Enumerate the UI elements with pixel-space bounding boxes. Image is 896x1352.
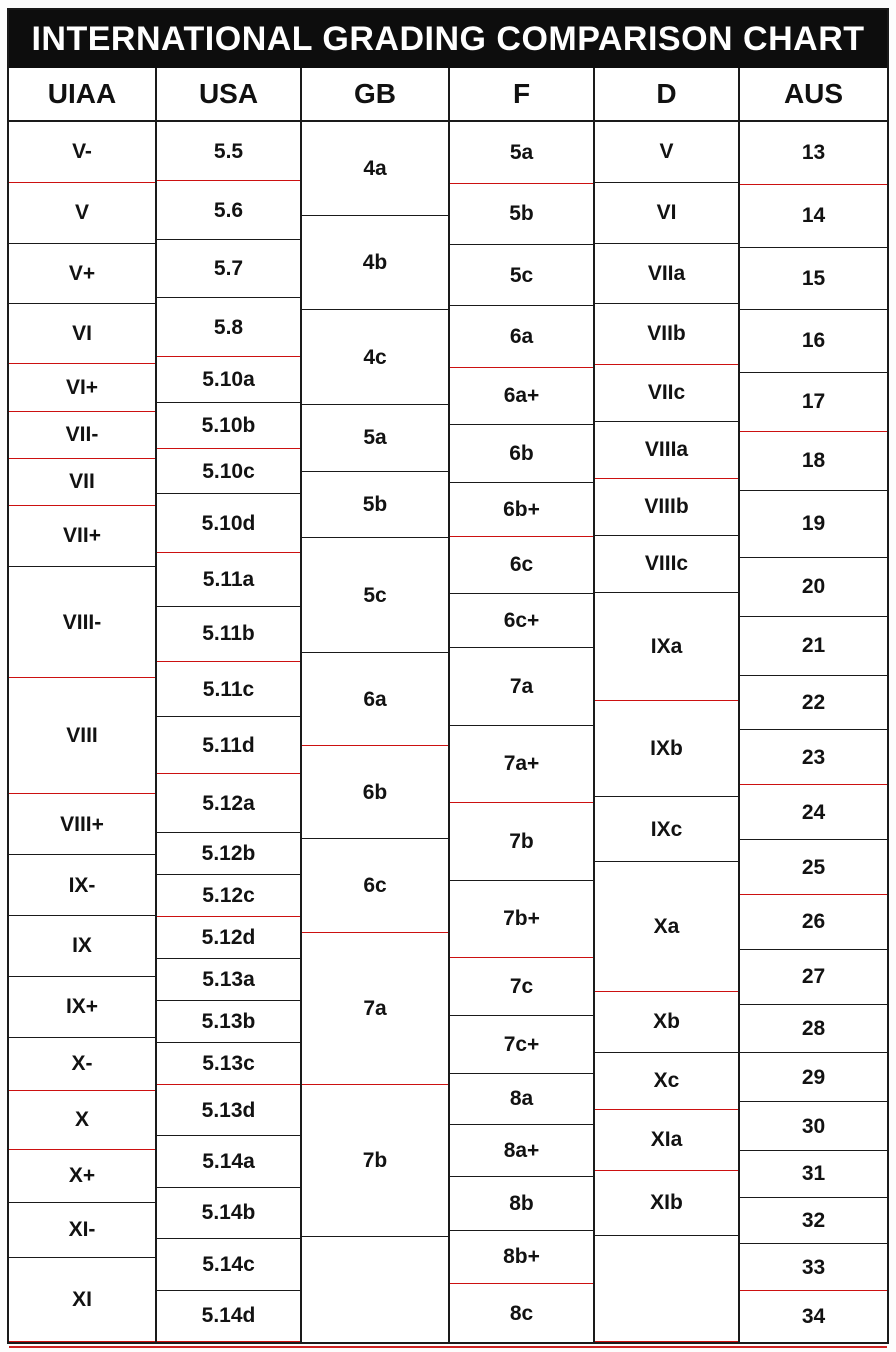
grade-cell <box>595 992 738 1053</box>
grade-cell <box>595 701 738 797</box>
grade-cell <box>450 245 593 306</box>
grade-label: 24 <box>801 800 826 824</box>
grade-cell <box>157 717 300 774</box>
grade-cell <box>450 1284 593 1342</box>
grade-label: VIIIa <box>644 438 689 462</box>
grade-cell <box>595 1171 738 1236</box>
grade-label: 5.11c <box>202 677 255 701</box>
grade-label: 5.13a <box>202 968 255 992</box>
grade-cell <box>157 298 300 357</box>
column-header: AUS <box>740 68 887 122</box>
grade-cell <box>9 1258 155 1342</box>
grade-cell <box>595 593 738 701</box>
grade-cell <box>157 959 300 1001</box>
grade-label: 6a+ <box>503 384 540 408</box>
grade-cell <box>157 1085 300 1136</box>
grade-label: 22 <box>801 691 826 715</box>
grade-cell <box>450 425 593 483</box>
grade-label: Xa <box>653 915 680 939</box>
grade-label: Xb <box>653 1010 680 1034</box>
grade-label: 8c <box>509 1301 534 1325</box>
grade-label: 4a <box>363 157 387 181</box>
grade-cell <box>740 1054 887 1103</box>
grade-cell <box>9 183 155 244</box>
grade-label: 5.14c <box>202 1252 255 1276</box>
grade-cell <box>9 506 155 567</box>
grade-cell <box>450 958 593 1016</box>
grade-cell <box>595 244 738 304</box>
grade-label: 5.8 <box>213 315 244 339</box>
grade-cell <box>157 833 300 875</box>
grade-label: VII- <box>65 423 99 447</box>
grade-label: 7c+ <box>503 1032 540 1056</box>
grade-cell <box>9 794 155 855</box>
column-header: D <box>595 68 738 122</box>
grade-label: XI- <box>68 1218 96 1242</box>
column-cells <box>302 122 448 1342</box>
grade-cell <box>9 122 155 183</box>
chart-title-bar <box>9 10 887 68</box>
grade-cell <box>9 1150 155 1203</box>
grade-label: 16 <box>801 329 826 353</box>
grade-cell <box>740 785 887 840</box>
grade-cell <box>9 459 155 506</box>
grade-label: 17 <box>801 390 826 414</box>
grade-label: 8a+ <box>503 1139 540 1163</box>
grade-label: 5.12b <box>201 842 256 866</box>
grade-cell <box>450 368 593 426</box>
grade-cell <box>157 1043 300 1085</box>
grade-label: 5.11d <box>202 733 255 757</box>
grade-label: 5.14b <box>201 1201 256 1225</box>
grade-label: 4b <box>362 251 388 275</box>
grade-cell <box>9 1091 155 1150</box>
grade-label: 8a <box>509 1087 534 1111</box>
grade-label: 7b <box>362 1148 388 1172</box>
grade-label: 6a <box>509 324 534 348</box>
grade-label: 20 <box>801 575 826 599</box>
grade-label: VIIIc <box>644 552 689 576</box>
grade-label: 5b <box>509 202 534 226</box>
grade-label: VIIb <box>647 322 686 346</box>
grade-label: 5.13b <box>201 1009 256 1033</box>
grade-label: 5.5 <box>213 139 244 163</box>
grade-cell <box>157 553 300 606</box>
grade-label: 5a <box>363 426 387 450</box>
grade-label: V+ <box>68 261 96 285</box>
grade-cell <box>450 1177 593 1231</box>
grade-cell <box>157 1001 300 1043</box>
grade-cell <box>450 803 593 881</box>
grade-label: V- <box>72 140 92 164</box>
grade-label: Xc <box>653 1069 680 1093</box>
grade-label: 6c <box>363 874 387 898</box>
grade-cell <box>450 648 593 726</box>
grade-label: 4c <box>363 345 387 369</box>
grade-label: VI <box>72 321 92 345</box>
grade-cell <box>740 310 887 373</box>
grade-cell <box>157 1136 300 1187</box>
grade-label: IX+ <box>65 995 99 1019</box>
grade-label: VII <box>69 470 95 494</box>
grade-cell <box>450 1125 593 1177</box>
column-cells <box>740 122 887 1342</box>
column-cells <box>157 122 300 1342</box>
grade-cell <box>302 933 448 1085</box>
grade-cell <box>595 1053 738 1110</box>
grade-label: XI <box>72 1287 92 1311</box>
grade-label: 7a <box>509 674 534 698</box>
grade-cell <box>450 881 593 959</box>
grade-label: 5.6 <box>213 198 244 222</box>
grade-cell <box>450 1016 593 1074</box>
grade-label: X- <box>71 1052 93 1076</box>
grade-cell <box>450 726 593 804</box>
grade-label: 5c <box>509 263 534 287</box>
grade-label: 28 <box>801 1017 826 1041</box>
chart-column-uiaa <box>9 68 157 1342</box>
grade-label: 5.13c <box>202 1051 255 1075</box>
grade-label: V <box>659 140 674 164</box>
grade-cell <box>302 1237 448 1342</box>
grade-label: 7c <box>509 975 534 999</box>
grade-label: XIa <box>650 1128 683 1152</box>
grade-label: 6c <box>509 553 534 577</box>
grade-label: IXb <box>650 737 683 761</box>
grade-label: 6c+ <box>503 609 540 633</box>
grade-label: VI <box>656 201 677 225</box>
grade-cell <box>740 950 887 1005</box>
grade-label: 5c <box>363 583 387 607</box>
grade-cell <box>595 183 738 244</box>
grade-cell <box>740 558 887 617</box>
grade-label: VII+ <box>63 524 101 548</box>
grade-cell <box>740 1005 887 1054</box>
grade-label: 34 <box>801 1305 826 1329</box>
grade-cell <box>595 862 738 992</box>
column-header: F <box>450 68 593 122</box>
grade-label: 32 <box>801 1209 826 1233</box>
grade-label: 33 <box>801 1255 826 1279</box>
grade-cell <box>157 240 300 298</box>
grade-cell <box>9 412 155 459</box>
grade-cell <box>740 730 887 785</box>
grading-comparison-chart <box>7 8 889 1344</box>
grade-label: 18 <box>801 449 826 473</box>
grade-label: 5.11b <box>202 622 255 646</box>
grade-cell <box>9 244 155 304</box>
grade-cell <box>9 304 155 365</box>
column-cells <box>450 122 593 1342</box>
grade-cell <box>302 216 448 310</box>
grade-cell <box>302 122 448 216</box>
grade-cell <box>450 306 593 368</box>
grade-label: 29 <box>801 1065 826 1089</box>
chart-grid <box>9 68 887 1342</box>
grade-label: XIb <box>650 1191 683 1215</box>
grade-label: X <box>74 1108 89 1132</box>
grade-label: 5.12a <box>202 791 255 815</box>
grade-cell <box>157 662 300 717</box>
grade-label: 6b <box>509 442 534 466</box>
grade-cell <box>9 1203 155 1258</box>
grade-cell <box>450 122 593 184</box>
grade-label: 7b <box>509 829 534 853</box>
grade-cell <box>157 607 300 662</box>
grade-cell <box>302 746 448 839</box>
grade-cell <box>157 1188 300 1239</box>
grade-cell <box>9 1038 155 1091</box>
grade-cell <box>595 797 738 862</box>
grade-cell <box>302 405 448 472</box>
column-header: UIAA <box>9 68 155 122</box>
grade-label: VIIIb <box>644 495 689 519</box>
column-header: USA <box>157 68 300 122</box>
grade-cell <box>595 479 738 536</box>
grade-label: 5.11a <box>202 568 255 592</box>
grade-cell <box>157 181 300 240</box>
grade-cell <box>302 310 448 404</box>
grade-cell <box>595 365 738 422</box>
grade-label: IXa <box>650 634 683 658</box>
grade-cell <box>740 122 887 185</box>
column-cells <box>595 122 738 1342</box>
grade-label: 6b <box>362 780 388 804</box>
grade-label: 31 <box>801 1162 826 1186</box>
grade-cell <box>9 679 155 795</box>
grade-cell <box>740 617 887 676</box>
grade-cell <box>157 774 300 833</box>
grade-cell <box>595 122 738 183</box>
grade-cell <box>157 1239 300 1290</box>
grade-cell <box>9 916 155 977</box>
grade-label: 7b+ <box>503 907 540 931</box>
grade-label: 5.13d <box>201 1098 256 1122</box>
grade-label: VIIc <box>647 381 686 405</box>
grade-cell <box>740 1102 887 1151</box>
grade-label: VIII <box>66 724 98 748</box>
grade-cell <box>595 1236 738 1342</box>
grade-cell <box>740 1244 887 1291</box>
grade-label: IX <box>72 934 92 958</box>
grade-label: 26 <box>801 910 826 934</box>
grade-label: 5.10a <box>202 368 255 392</box>
grade-label: 8b+ <box>503 1245 540 1269</box>
chart-column-gb <box>302 68 450 1342</box>
grade-label: 5.12c <box>202 884 255 908</box>
grade-cell <box>450 483 593 537</box>
grade-label: 5.10d <box>201 511 256 535</box>
grade-label: 5.7 <box>213 257 244 281</box>
grade-label: 8b <box>509 1191 534 1215</box>
grade-cell <box>740 373 887 432</box>
grade-cell <box>157 357 300 403</box>
grade-label: IX- <box>68 873 96 897</box>
grade-label: X+ <box>68 1164 96 1188</box>
grade-label: 6b+ <box>503 497 540 521</box>
grade-cell <box>450 1231 593 1285</box>
grade-label: 23 <box>801 745 826 769</box>
grade-label: 5.12d <box>201 926 256 950</box>
grade-cell <box>302 538 448 653</box>
grade-cell <box>157 122 300 181</box>
chart-column-usa <box>157 68 302 1342</box>
grade-cell <box>302 653 448 746</box>
grade-cell <box>450 184 593 246</box>
grade-cell <box>595 422 738 479</box>
grade-cell <box>740 1151 887 1198</box>
grade-cell <box>595 1110 738 1171</box>
grade-cell <box>302 1085 448 1237</box>
grade-label: V <box>74 201 89 225</box>
grade-label: 27 <box>801 965 826 989</box>
grade-label: VI+ <box>65 375 99 399</box>
grade-label: 7a+ <box>503 752 540 776</box>
grade-cell <box>740 840 887 895</box>
grade-cell <box>740 248 887 310</box>
grade-label: 5.14a <box>202 1149 255 1173</box>
grade-cell <box>740 432 887 491</box>
grade-label: 5.10c <box>202 459 255 483</box>
grade-cell <box>595 304 738 365</box>
grade-cell <box>9 567 155 679</box>
bottom-red-divider <box>9 1346 887 1348</box>
grade-cell <box>157 494 300 553</box>
grade-cell <box>740 1198 887 1245</box>
grade-label: 5.14d <box>201 1304 256 1328</box>
grade-label: 13 <box>801 141 826 165</box>
grade-label: 5b <box>362 493 388 517</box>
grade-cell <box>302 839 448 932</box>
grade-cell <box>740 491 887 558</box>
grade-cell <box>450 1074 593 1126</box>
grade-label: 5.10b <box>201 413 256 437</box>
grade-label: 21 <box>801 634 826 658</box>
grade-label: 7a <box>363 996 387 1020</box>
grade-label: VIIa <box>647 261 686 285</box>
chart-column-f <box>450 68 595 1342</box>
grade-label: 30 <box>801 1114 826 1138</box>
column-header: GB <box>302 68 448 122</box>
grade-cell <box>157 449 300 495</box>
grade-label: 25 <box>801 855 826 879</box>
grade-cell <box>450 594 593 648</box>
grade-cell <box>450 537 593 595</box>
page-title: INTERNATIONAL GRADING COMPARISON CHART <box>31 19 865 58</box>
grade-label: 15 <box>801 266 826 290</box>
grade-label: VIII- <box>62 610 102 634</box>
grade-cell <box>740 1291 887 1342</box>
grade-cell <box>157 1291 300 1342</box>
grade-cell <box>740 676 887 731</box>
grade-cell <box>157 403 300 449</box>
grade-cell <box>9 977 155 1038</box>
grade-label: 5a <box>509 140 534 164</box>
grade-cell <box>157 917 300 959</box>
grade-cell <box>9 364 155 411</box>
grade-cell <box>595 536 738 593</box>
grade-label: 6a <box>363 687 387 711</box>
grade-label: 14 <box>801 204 826 228</box>
grade-label: VIII+ <box>60 812 104 836</box>
grade-cell <box>9 855 155 916</box>
chart-column-aus <box>740 68 887 1342</box>
grade-cell <box>157 875 300 917</box>
grade-cell <box>740 185 887 248</box>
chart-column-d <box>595 68 740 1342</box>
grade-label: 19 <box>801 512 826 536</box>
grade-cell <box>740 895 887 950</box>
grade-cell <box>302 472 448 539</box>
grade-label: IXc <box>650 817 683 841</box>
column-cells <box>9 122 155 1342</box>
